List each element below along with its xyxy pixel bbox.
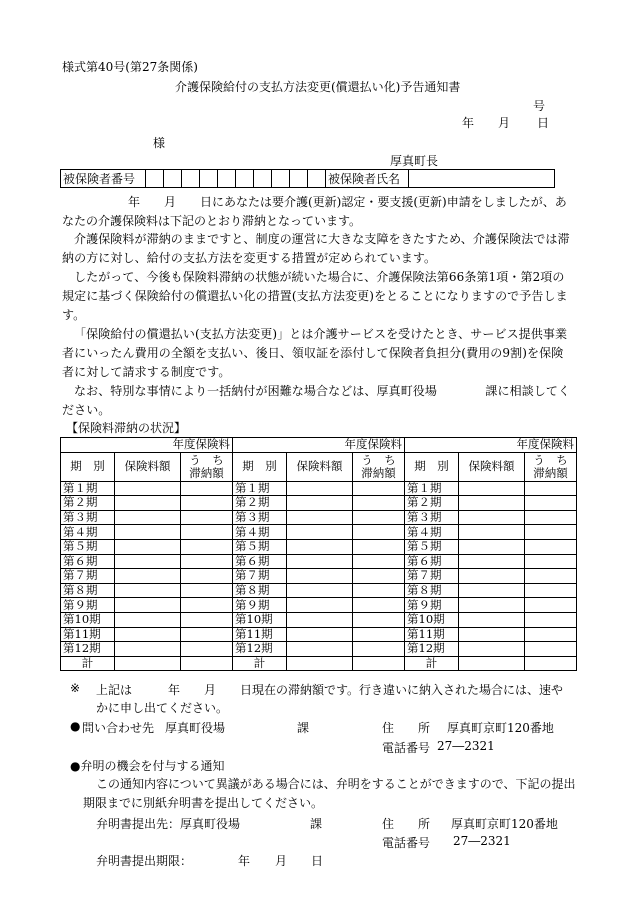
period-label: 第６期 [61,554,115,569]
contact-address-label: 住 所 [382,721,431,735]
overdue-cell [353,525,405,540]
amount-cell [115,496,181,511]
amount-cell [287,612,353,627]
insured-name-label: 被保険者氏名 [326,170,409,188]
amount-cell [287,583,353,598]
overdue-cell [181,583,233,598]
paragraph-2: 介護保険料が滞納のままですと、制度の運営に大きな支障をきたすため、介護保険法では滞納の方に対し、給付の支払方法を変更する措置が定められています。 [62,232,570,265]
amount-cell [287,481,353,496]
overdue-cell [353,627,405,642]
amount-cell [459,627,525,642]
overdue-cell [181,554,233,569]
overdue-cell [353,612,405,627]
period-label: 第１期 [61,481,115,496]
amount-cell [115,598,181,613]
appeal-text-2: 期限までに別紙弁明書を提出してください。 [83,796,324,810]
overdue-cell [181,510,233,525]
period-label: 第６期 [405,554,459,569]
period-label: 第２期 [61,496,115,511]
appeal-section: 課 [310,817,323,831]
appeal-phone-label: 電話番号 [382,836,431,850]
contact-phone: 27―2321 [437,739,495,753]
period-label: 第２期 [233,496,287,511]
col-overdue-header [181,452,233,481]
amount-cell [115,569,181,584]
contact-address: 厚真町京町120番地 [447,721,554,735]
document-title: 介護保険給付の支払方法変更(償還払い化)予告通知書 [175,80,461,94]
col-period-header: 期 別 [233,452,287,481]
overdue-cell [181,627,233,642]
amount-cell [459,481,525,496]
col-overdue-header-line2: 滞納額 [189,465,224,480]
period-label: 第７期 [233,569,287,584]
period-label: 第１期 [405,481,459,496]
total-overdue-cell [353,656,405,671]
total-overdue-cell [525,656,577,671]
period-label: 第５期 [233,539,287,554]
overdue-cell [525,525,577,540]
contact-phone-label: 電話番号 [382,741,431,755]
period-label: 第４期 [233,525,287,540]
col-overdue-header [525,452,577,481]
appeal-address: 厚真町京町120番地 [451,817,558,831]
insured-info-table [60,169,555,188]
overdue-cell [353,583,405,598]
col-period-header: 期 別 [405,452,459,481]
amount-cell [287,627,353,642]
col-overdue-header-line1: う ち [533,452,568,467]
amount-cell [287,510,353,525]
overdue-cell [353,481,405,496]
period-label: 第９期 [405,598,459,613]
insured-number-cell [182,170,200,188]
recipient-suffix: 様 [153,136,166,150]
amount-cell [115,539,181,554]
period-label: 第12期 [233,642,287,657]
overdue-cell [181,612,233,627]
insured-number-cell [254,170,272,188]
amount-cell [459,554,525,569]
appeal-phone: 27―2321 [453,834,511,848]
col-overdue-header [353,452,405,481]
col-overdue-header-line2: 滞納額 [533,465,568,480]
col-amount-header: 保険料額 [459,452,525,481]
period-label: 第３期 [61,510,115,525]
overdue-cell [525,569,577,584]
status-heading: 【保険料滞納の状況】 [66,421,187,435]
period-label: 第７期 [405,569,459,584]
amount-cell [459,496,525,511]
contact-label: 問い合わせ先 [82,721,155,735]
period-label: 第９期 [61,598,115,613]
amount-cell [459,569,525,584]
amount-cell [115,627,181,642]
appeal-deadline-month: 月 [275,854,288,868]
year-header: 年度保険料 [233,438,405,453]
insured-number-cell [236,170,254,188]
contact-bullet: ● [70,719,81,733]
overdue-cell [181,539,233,554]
arrears-status-table [60,437,577,671]
amount-cell [287,539,353,554]
date-month: 月 [498,116,511,130]
overdue-cell [181,598,233,613]
insured-number-cell [290,170,308,188]
period-label: 第８期 [61,583,115,598]
period-label: 第５期 [405,539,459,554]
period-label: 第８期 [233,583,287,598]
appeal-deadline-year: 年 [238,854,251,868]
paragraph-1a: 年 月 日にあなたは要介護(更新)認定・要支援(更新)申請をしましたが、あ [128,195,567,209]
issuer: 厚真町長 [390,154,439,168]
overdue-cell [525,583,577,598]
date-day: 日 [537,116,550,130]
appeal-deadline-label: 弁明書提出期限： [96,854,193,868]
period-label: 第９期 [233,598,287,613]
year-header: 年度保険料 [405,438,577,453]
appeal-deadline-day: 日 [311,854,324,868]
overdue-cell [353,569,405,584]
insured-number-cell [164,170,182,188]
contact-section: 課 [297,721,310,735]
period-label: 第８期 [405,583,459,598]
overdue-cell [525,642,577,657]
year-header: 年度保険料 [61,438,233,453]
amount-cell [287,569,353,584]
period-label: 第12期 [61,642,115,657]
insured-number-label: 被保険者番号 [61,170,146,188]
appeal-address-label: 住 所 [382,817,431,831]
amount-cell [287,642,353,657]
appeal-submit-to: 弁明書提出先：厚真町役場 [96,817,241,831]
amount-cell [459,642,525,657]
overdue-cell [353,598,405,613]
amount-cell [115,642,181,657]
overdue-cell [525,510,577,525]
insured-number-cell [308,170,326,188]
amount-cell [459,598,525,613]
date-year: 年 [462,116,475,130]
overdue-cell [181,642,233,657]
paragraph-3: したがって、今後も保険料滞納の状態が続いた場合に、介護保険法第66条第1項・第2項の規定に基づく保険給付の償還払い化の措置(支払方法変更)をとることになりますので予告します。 [62,270,568,322]
overdue-cell [525,554,577,569]
period-label: 第７期 [61,569,115,584]
period-label: 第６期 [233,554,287,569]
overdue-cell [525,598,577,613]
period-label: 第11期 [61,627,115,642]
overdue-cell [353,539,405,554]
amount-cell [459,583,525,598]
appeal-heading: ●弁明の機会を付与する通知 [70,759,225,773]
note-mark: ※ [70,681,81,695]
overdue-cell [353,510,405,525]
col-period-header: 期 別 [61,452,115,481]
period-label: 第４期 [405,525,459,540]
period-label: 第12期 [405,642,459,657]
overdue-cell [181,481,233,496]
overdue-cell [525,627,577,642]
overdue-cell [353,554,405,569]
total-overdue-cell [181,656,233,671]
amount-cell [287,525,353,540]
overdue-cell [353,496,405,511]
period-label: 第３期 [405,510,459,525]
period-label: 第10期 [405,612,459,627]
total-amount-cell [459,656,525,671]
total-label: 計 [61,656,115,671]
col-overdue-header-line1: う ち [361,452,396,467]
overdue-cell [525,481,577,496]
note-line-1: 上記は 年 月 日現在の滞納額です。行き違いに納入された場合には、速や [96,683,564,697]
amount-cell [459,525,525,540]
form-number: 様式第40号(第27条関係) [62,60,198,74]
col-amount-header: 保険料額 [287,452,353,481]
insured-number-cell [146,170,164,188]
total-label: 計 [233,656,287,671]
amount-cell [287,554,353,569]
total-amount-cell [287,656,353,671]
amount-cell [115,525,181,540]
appeal-text-1: この通知内容について異議がある場合には、弁明をすることができますので、下記の提出 [96,777,576,791]
amount-cell [115,583,181,598]
overdue-cell [525,539,577,554]
period-label: 第10期 [233,612,287,627]
amount-cell [115,612,181,627]
paragraph-4: 「保険給付の償還払い(支払方法変更)」とは介護サービスを受けたとき、サービス提供事業者にいったん費用の全額を支払い、後日、領収証を添付して保険者負担分(費用の9割)を保険者に対して請求する制度です。 [62,327,568,379]
col-overdue-header-line2: 滞納額 [361,465,396,480]
col-overdue-header-line1: う ち [189,452,224,467]
total-label: 計 [405,656,459,671]
overdue-cell [181,525,233,540]
contact-office: 厚真町役場 [165,721,226,735]
insured-name-cell [409,170,555,188]
note-line-2: かに申し出てください。 [96,701,229,715]
amount-cell [459,539,525,554]
overdue-cell [525,612,577,627]
period-label: 第３期 [233,510,287,525]
period-label: 第２期 [405,496,459,511]
col-amount-header: 保険料額 [115,452,181,481]
total-amount-cell [115,656,181,671]
overdue-cell [525,496,577,511]
paragraph-1b: なたの介護保険料は下記のとおり滞納となっています。 [62,214,362,228]
period-label: 第１期 [233,481,287,496]
insured-number-cell [218,170,236,188]
overdue-cell [181,569,233,584]
period-label: 第４期 [61,525,115,540]
period-label: 第11期 [405,627,459,642]
overdue-cell [181,496,233,511]
amount-cell [115,554,181,569]
period-label: 第10期 [61,612,115,627]
amount-cell [115,510,181,525]
amount-cell [459,510,525,525]
overdue-cell [353,642,405,657]
document-number-label: 号 [533,99,546,113]
amount-cell [459,612,525,627]
insured-number-cell [200,170,218,188]
amount-cell [287,496,353,511]
insured-number-cell [272,170,290,188]
amount-cell [115,481,181,496]
period-label: 第11期 [233,627,287,642]
period-label: 第５期 [61,539,115,554]
paragraph-5: なお、特別な事情により一括納付が困難な場合などは、厚真町役場 課に相談してください。 [62,384,571,417]
amount-cell [287,598,353,613]
